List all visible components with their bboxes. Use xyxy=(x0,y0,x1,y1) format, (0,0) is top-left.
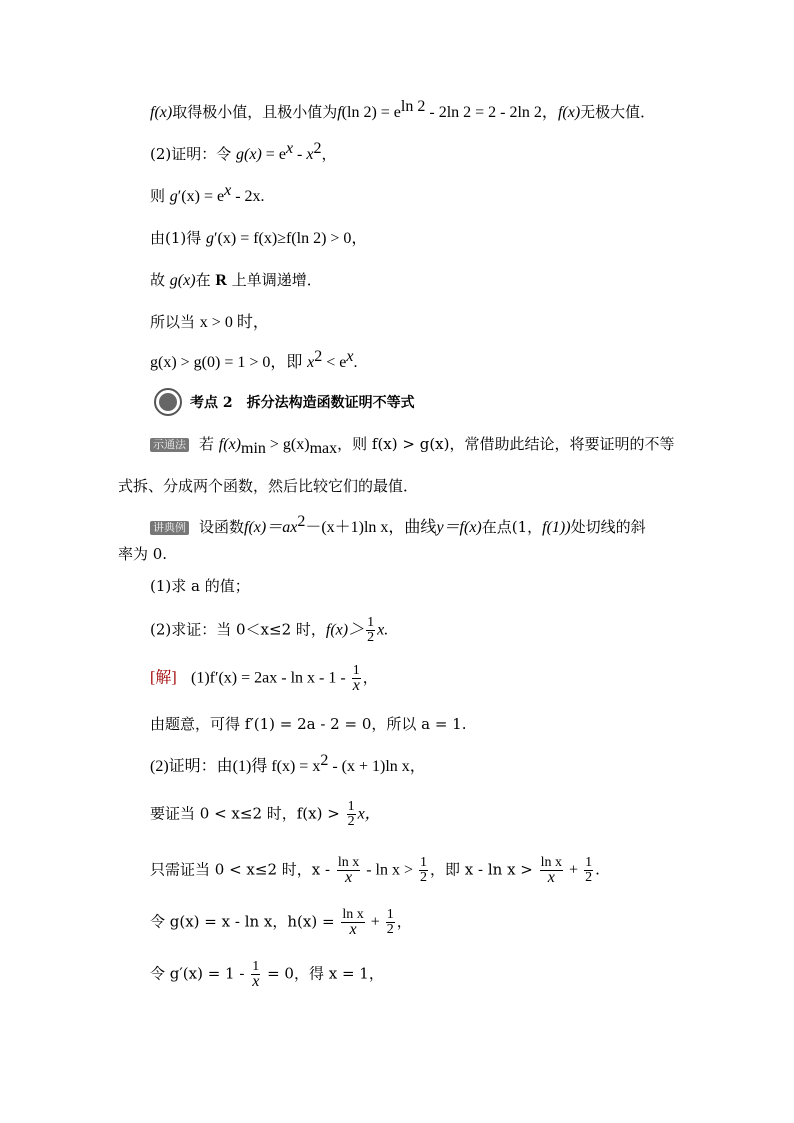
text: 取得极小值，且极小值为 xyxy=(172,103,338,121)
text: 在点(1， xyxy=(481,518,543,536)
text: 所以当 xyxy=(150,313,196,331)
text-line-8 xyxy=(150,434,674,455)
superscript: 2 xyxy=(320,752,329,769)
math-gx: g(x) xyxy=(236,146,262,163)
denominator: 2 xyxy=(367,630,375,645)
text-line-3 xyxy=(150,182,265,207)
text: 由题意，可得 f′(1) = 2a - 2 = 0，所以 a = 1. xyxy=(150,715,467,733)
text: 设函数 xyxy=(199,518,245,536)
numerator: 1 xyxy=(420,855,428,870)
text-line-10 xyxy=(150,513,646,538)
fraction xyxy=(337,856,360,885)
text: (1)求 a 的值； xyxy=(150,577,250,595)
text: ， xyxy=(396,912,412,931)
math: x. xyxy=(377,621,389,639)
text-line-13 xyxy=(150,616,388,645)
math: (ln 2) = e xyxy=(341,104,401,121)
text: = 0，得 x = 1， xyxy=(262,964,384,983)
text: 故 xyxy=(150,271,166,289)
denominator: x xyxy=(349,921,357,938)
math-R: R xyxy=(215,272,227,289)
text: ， xyxy=(362,668,378,687)
denominator: x xyxy=(547,869,555,886)
numerator: 1 xyxy=(347,799,355,814)
text-line-1 xyxy=(150,98,656,123)
section-number: 考点 2 xyxy=(190,395,233,411)
math: x， xyxy=(357,805,381,823)
text: . xyxy=(595,860,600,879)
text: 只需证当 0 < x≤2 时，x - xyxy=(150,860,335,879)
math: y＝f(x) xyxy=(436,519,482,536)
section-name: 拆分法构造函数证明不等式 xyxy=(246,395,415,411)
method-tag xyxy=(150,438,189,452)
text-line-4 xyxy=(150,228,367,249)
text-line-12 xyxy=(150,576,250,596)
text-line-11 xyxy=(118,544,167,564)
text: 处切线的斜 xyxy=(570,518,646,536)
numerator: ln x xyxy=(337,855,360,870)
numerator: ln x xyxy=(342,907,364,922)
denominator: 2 xyxy=(420,870,428,885)
math: －(x＋1)ln x，曲线 xyxy=(305,519,437,536)
math-fx: f(x) xyxy=(557,104,581,121)
math: x xyxy=(306,146,314,163)
math-f: f xyxy=(337,104,342,121)
text: ，即 x - ln x > xyxy=(430,860,538,879)
section-title xyxy=(190,392,415,412)
denominator: x xyxy=(344,869,353,886)
text: 令 g(x) = x - ln x，h(x) = xyxy=(150,912,340,931)
denominator: 2 xyxy=(347,814,355,829)
text-line-6 xyxy=(150,312,269,333)
subscript: max xyxy=(309,440,338,457)
numerator: 1 xyxy=(352,663,360,678)
tag-char: 讲 xyxy=(153,521,164,534)
text-line-7 xyxy=(150,348,358,373)
denominator: x xyxy=(352,677,360,694)
superscript: x xyxy=(285,140,294,157)
fraction xyxy=(366,616,375,645)
text-line-17 xyxy=(150,800,381,829)
math: ′(x) = e xyxy=(177,188,225,205)
text-line-20 xyxy=(150,960,384,989)
fraction xyxy=(386,908,395,937)
math: x > 0 时， xyxy=(199,314,269,331)
text: 式拆、分成两个函数，然后比较它们的最值． xyxy=(118,477,419,495)
numerator: 1 xyxy=(585,855,593,870)
text-line-19 xyxy=(150,908,412,937)
math: x xyxy=(307,354,315,371)
solution-label: [解] xyxy=(150,669,177,687)
math-gx: g(x) xyxy=(169,272,196,289)
superscript: 2 xyxy=(297,513,306,530)
text: 若 xyxy=(199,435,215,453)
math: - 2ln 2 = 2 - 2ln 2， xyxy=(425,104,558,121)
text: 则 xyxy=(150,187,166,205)
superscript: x xyxy=(346,348,354,365)
text: 上单调递增． xyxy=(231,271,322,289)
tag-label: 通法 xyxy=(164,438,186,451)
text: 无极大值． xyxy=(580,103,656,121)
example-tag xyxy=(150,521,189,535)
math: f(x)＞ xyxy=(325,621,365,639)
text-line-2: (2)证明：令 $g(x) = e^x - x^2$， xyxy=(150,140,337,163)
superscript: ln 2 xyxy=(400,98,426,115)
fraction xyxy=(251,960,260,989)
denominator: 2 xyxy=(585,870,593,885)
math: < e xyxy=(322,354,347,371)
numerator: ln x xyxy=(540,855,563,870)
text-line-14 xyxy=(150,664,378,693)
math: + xyxy=(565,861,583,879)
math: f(x) xyxy=(218,436,241,453)
text: 在 xyxy=(195,271,211,289)
text: (2)证明：令 xyxy=(150,145,232,163)
fraction xyxy=(352,664,361,693)
text: 令 g′(x) = 1 - xyxy=(150,964,250,983)
math: - ln x > xyxy=(362,861,418,879)
math-fx: f(x) xyxy=(150,104,173,121)
numerator: 1 xyxy=(386,907,394,922)
fraction xyxy=(584,856,593,885)
numerator: 1 xyxy=(367,615,375,630)
fraction xyxy=(341,908,364,937)
text: (2)求证：当 0＜x≤2 时， xyxy=(150,620,326,639)
superscript: 2 xyxy=(314,348,323,365)
text-line-9 xyxy=(118,476,418,496)
math: . xyxy=(353,354,358,371)
math: + xyxy=(366,913,384,931)
math: g(x) > g(0) = 1 > 0，即 xyxy=(150,354,303,371)
subscript: min xyxy=(241,440,266,457)
text-line-5 xyxy=(150,270,322,291)
math: f(x)＝ax xyxy=(244,519,298,536)
superscript: x xyxy=(224,182,232,199)
math: - (x + 1)ln x， xyxy=(328,758,426,775)
denominator: x xyxy=(252,973,260,990)
math: g xyxy=(206,230,215,247)
math: - 2x. xyxy=(231,188,265,205)
tag-label: 典例 xyxy=(164,521,186,534)
math: (1)f′(x) = 2ax - ln x - 1 - xyxy=(190,669,350,687)
numerator: 1 xyxy=(252,959,260,974)
text: ，则 f(x) > g(x)，常借助此结论，将要证明的不等 xyxy=(337,435,675,453)
tag-char: 示 xyxy=(153,438,164,451)
text: 由(1)得 xyxy=(150,229,202,247)
math: f(1)) xyxy=(542,519,571,536)
circle-bullet-icon xyxy=(154,388,182,416)
math: > g(x) xyxy=(265,436,310,453)
math: (2)证明：由(1)得 f(x) = x xyxy=(150,758,321,775)
text-line-18 xyxy=(150,856,600,885)
section-heading xyxy=(154,387,415,417)
denominator: 2 xyxy=(386,922,394,937)
fraction xyxy=(347,800,356,829)
math: g xyxy=(169,188,178,205)
math: ′(x) = f(x)≥f(ln 2) > 0， xyxy=(214,230,368,247)
superscript: 2 xyxy=(313,140,322,157)
math: - xyxy=(293,146,307,163)
text: 要证当 0 < x≤2 时，f(x) > xyxy=(150,804,345,823)
fraction xyxy=(540,856,563,885)
text-line-15 xyxy=(150,714,467,734)
math: e xyxy=(278,146,286,163)
text: 率为 0. xyxy=(118,545,168,563)
fraction xyxy=(419,856,428,885)
text-line-16 xyxy=(150,752,426,777)
